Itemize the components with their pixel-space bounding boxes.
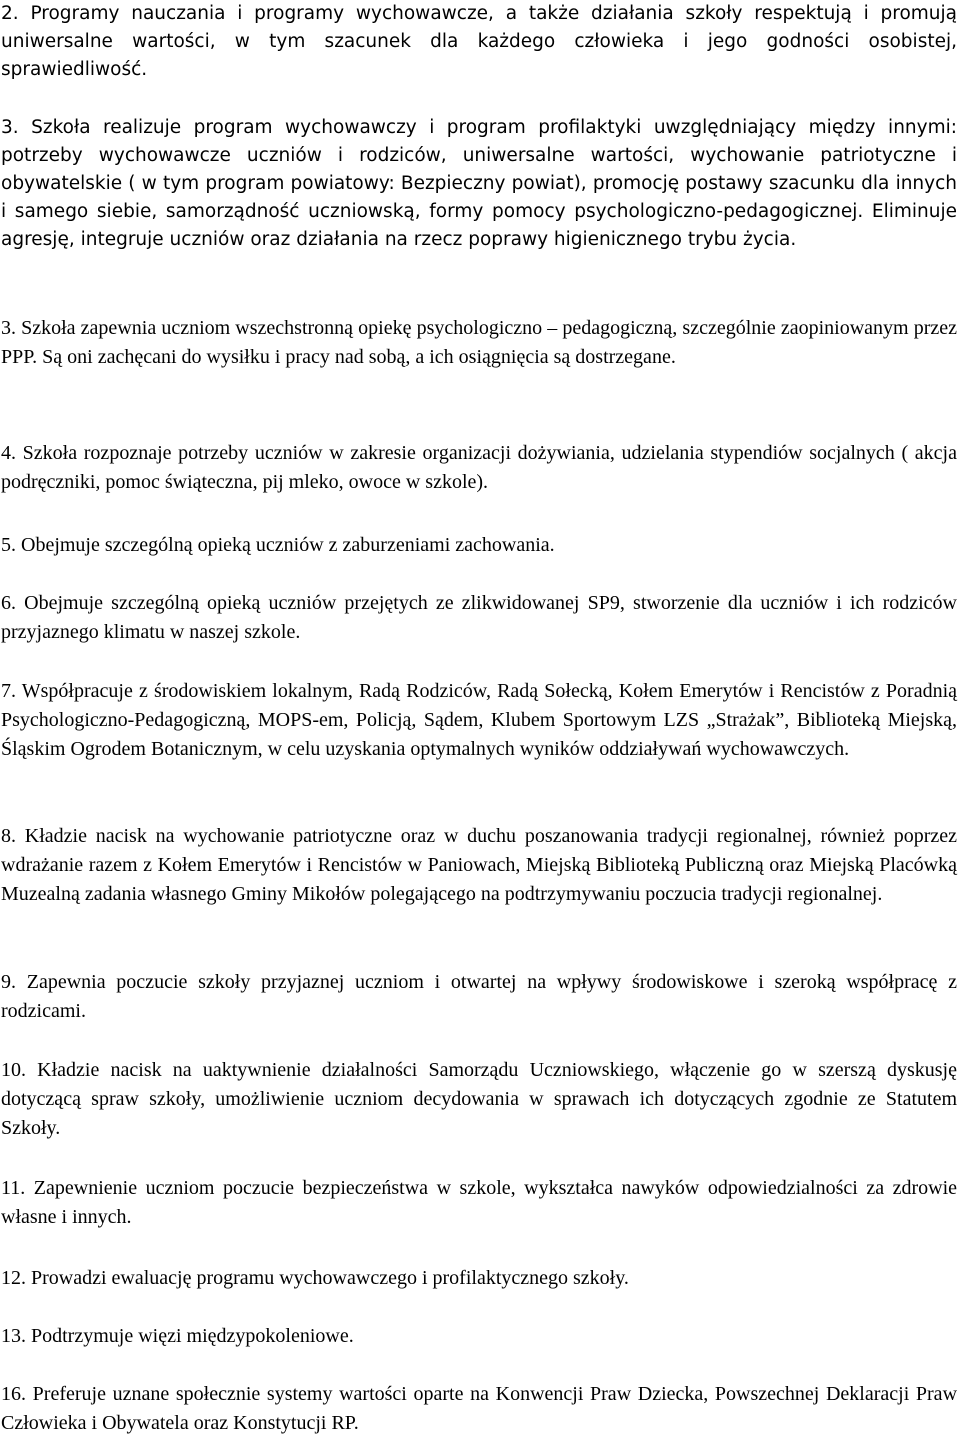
paragraph-number: 3. <box>1 117 19 138</box>
paragraph-number: 5. <box>1 534 16 556</box>
paragraph-number: 12. <box>1 1267 26 1289</box>
paragraph-3a <box>1 114 957 254</box>
paragraph-12 <box>1 1264 957 1293</box>
paragraph-text: Współpracuje z środowiskiem lokalnym, Radą Rodziców, Radą Sołecką, Kołem Emerytów i Rencistów z Poradnią Psychologiczno-Pedagogiczną, MOPS-em, Policją, Sądem, Klubem Sportowym LZS „Strażak”, Biblioteką Miejską, Śląskim Ogrodem Botanicznym, w celu uzyskania optymalnych wyników oddziaływań wychowawczych. <box>1 680 958 760</box>
paragraph-text: Preferuje uznane społecznie systemy wartości oparte na Konwencji Praw Dziecka, Powszechnej Deklaracji Praw Człowieka i Obywatela oraz Konstytucji RP. <box>1 1383 958 1434</box>
paragraph-3b <box>1 314 957 372</box>
paragraph-number: 3. <box>1 317 16 339</box>
paragraph-16 <box>1 1380 957 1438</box>
paragraph-text: Szkoła realizuje program wychowawczy i program profilaktyki uwzględniający między innymi: potrzeby wychowawcze uczniów i rodziców, uniwersalne wartości, wychowanie patriotyczne i obywatelskie ( w tym program powiatowy: Bezpieczny powiat), promocję postawy szacunku dla innych i samego siebie, samorządność uczniowską, formy pomocy psychologiczno-pedagogicznej. Eliminuje agresję, integruje uczniów oraz działania na rzecz poprawy higienicznego trybu życia. <box>1 117 957 250</box>
paragraph-text: Kładzie nacisk na uaktywnienie działalności Samorządu Uczniowskiego, włączenie go w szerszą dyskusję dotyczącą spraw szkoły, umożliwienie uczniom decydowania w sprawach ich dotyczących zgodnie ze Statutem Szkoły. <box>1 1059 957 1139</box>
paragraph-number: 9. <box>1 971 16 993</box>
paragraph-number: 11. <box>1 1177 26 1199</box>
paragraph-number: 13. <box>1 1325 26 1347</box>
paragraph-10 <box>1 1056 957 1143</box>
paragraph-13 <box>1 1322 957 1351</box>
paragraph-8 <box>1 822 957 909</box>
paragraph-5 <box>1 531 957 560</box>
paragraph-number: 7. <box>1 680 16 702</box>
paragraph-number: 10. <box>1 1059 26 1081</box>
paragraph-number: 6. <box>1 592 16 614</box>
paragraph-text: Obejmuje szczególną opieką uczniów z zaburzeniami zachowania. <box>21 534 555 556</box>
paragraph-text: Szkoła zapewnia uczniom wszechstronną opiekę psychologiczno – pedagogiczną, szczególnie zaopiniowanym przez PPP. Są oni zachęcani do wysiłku i pracy nad sobą, a ich osiągnięcia są dostrzegane. <box>1 317 957 368</box>
paragraph-6 <box>1 589 957 647</box>
paragraph-number: 4. <box>1 442 16 464</box>
paragraph-text: Kładzie nacisk na wychowanie patriotyczne oraz w duchu poszanowania tradycji regionalnej, również poprzez wdrażanie razem z Kołem Emerytów i Rencistów w Paniowach, Miejską Biblioteką Publiczną oraz Miejską Placówką Muzealną zadania własnego Gminy Mikołów polegającego na podtrzymywaniu poczucia tradycji regionalnej. <box>1 825 957 905</box>
paragraph-7 <box>1 677 957 764</box>
paragraph-text: Zapewnia poczucie szkoły przyjaznej uczniom i otwartej na wpływy środowiskowe i szeroką współpracę z rodzicami. <box>1 971 958 1022</box>
paragraph-11 <box>1 1174 957 1232</box>
paragraph-text: Programy nauczania i programy wychowawcze, a także działania szkoły respektują i promują uniwersalne wartości, w tym szacunek dla każdego człowieka i jego godności osobistej, sprawiedliwość. <box>1 3 957 80</box>
paragraph-text: Podtrzymuje więzi międzypokoleniowe. <box>31 1325 354 1347</box>
paragraph-9 <box>1 968 957 1026</box>
paragraph-text: Obejmuje szczególną opieką uczniów przejętych ze zlikwidowanej SP9, stworzenie dla uczniów i ich rodziców przyjaznego klimatu w naszej szkole. <box>1 592 958 643</box>
paragraph-4 <box>1 439 957 497</box>
paragraph-text: Szkoła rozpoznaje potrzeby uczniów w zakresie organizacji dożywiania, udzielania stypendiów socjalnych ( akcja podręczniki, pomoc świąteczna, pij mleko, owoce w szkole). <box>1 442 957 493</box>
paragraph-text: Zapewnienie uczniom poczucie bezpieczeństwa w szkole, wykształca nawyków odpowiedzialności za zdrowie własne i innych. <box>1 1177 958 1228</box>
paragraph-2 <box>1 0 957 84</box>
paragraph-number: 2. <box>1 3 19 24</box>
paragraph-number: 8. <box>1 825 16 847</box>
paragraph-text: Prowadzi ewaluację programu wychowawczego i profilaktycznego szkoły. <box>31 1267 629 1289</box>
paragraph-number: 16. <box>1 1383 26 1405</box>
